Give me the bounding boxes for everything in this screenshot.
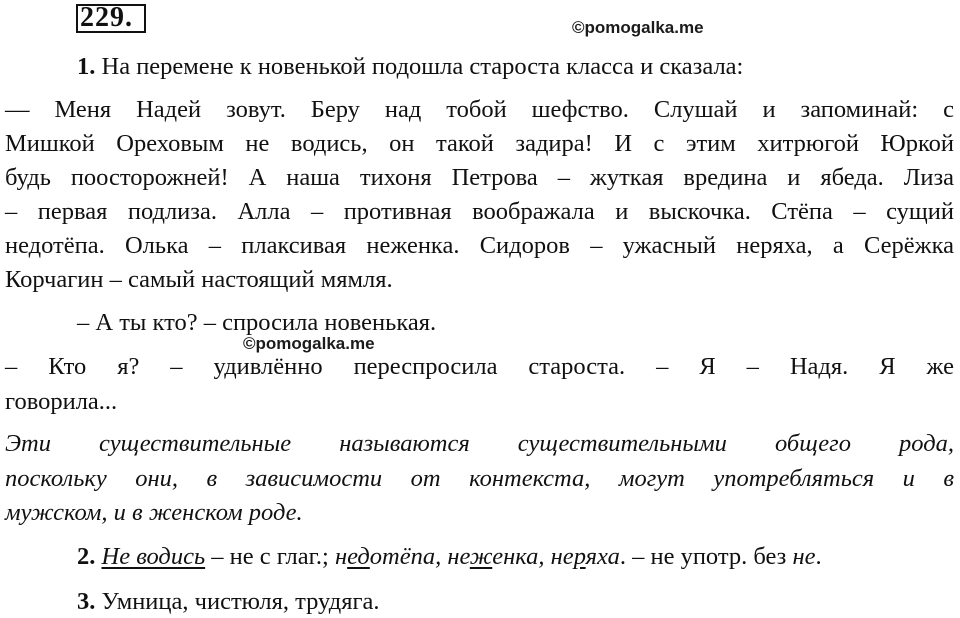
explanation-line: Эти существительные называются существительными общего рода, (5, 430, 954, 457)
section-1-intro-text: На перемене к новенькой подошла староста класса и сказала: (95, 53, 744, 80)
word-neryakha-underlined: р (573, 543, 586, 570)
separator: , (538, 543, 551, 570)
explanation-line: поскольку они, в зависимости от контекста, могут употребляться и в (5, 465, 954, 492)
dialogue-line: – первая подлиза. Алла – противная воображала и выскочка. Стёпа – сущий (5, 198, 954, 225)
section-2-rule: – не с глаг.; (205, 543, 335, 570)
word-neryakha-end: яха (585, 543, 620, 570)
separator: , (435, 543, 448, 570)
word-nezhenka-underlined: ж (469, 543, 493, 570)
section-2-tail-ne: не (792, 543, 816, 570)
watermark-middle: ©pomogalka.me (243, 334, 375, 353)
section-3-marker: 3. (77, 588, 96, 615)
section-1-intro (0, 52, 960, 82)
exercise-number: 229. (80, 2, 133, 33)
word-nezhenka-start: не (447, 543, 470, 570)
ne-vodis-phrase: Не водись (101, 543, 206, 570)
section-2-end: . (815, 543, 822, 570)
section-2-marker: 2. (77, 543, 96, 570)
dialogue-line: недотёпа. Олька – плаксивая неженка. Сидоров – ужасный неряха, а Серёжка (5, 232, 954, 259)
word-nedotepa-end: отёпа (369, 543, 436, 570)
word-neryakha-start: не (550, 543, 574, 570)
dialogue-line: — Меня Надей зовут. Беру над тобой шефство. Слушай и запоминай: с (5, 96, 954, 123)
explanation-line: мужском, и в женском роде. (5, 499, 303, 526)
dialogue-answer-line: говорила... (5, 388, 118, 415)
section-2-tail: . – не употр. без (619, 543, 793, 570)
dialogue-answer-line: – Кто я? – удивлённо переспросила староста. – Я – Надя. Я же (5, 353, 954, 380)
dialogue-line: будь поосторожней! А наша тихоня Петрова – жуткая вредина и ябеда. Лиза (5, 164, 954, 191)
section-3 (0, 587, 960, 617)
dialogue-line: Мишкой Ореховым не водись, он такой задира! И с этим хитрюгой Юркой (5, 130, 954, 157)
word-nedotepa-underlined: ед (347, 543, 370, 570)
watermark-top: ©pomogalka.me (572, 18, 704, 37)
section-1-marker: 1. (77, 53, 96, 80)
word-nedotepa-start: н (334, 543, 348, 570)
dialogue-line: Корчагин – самый настоящий мямля. (5, 266, 393, 293)
section-2 (0, 542, 960, 572)
section-3-text: Умница, чистюля, трудяга. (95, 588, 380, 615)
dialogue-question: – А ты кто? – спросила новенькая. (77, 309, 437, 336)
word-nezhenka-end: енка (492, 543, 539, 570)
